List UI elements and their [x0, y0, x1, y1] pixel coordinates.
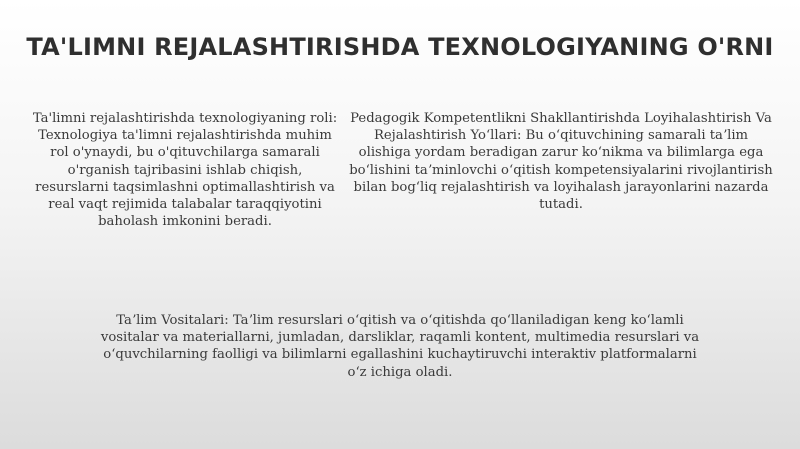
left-text-block: Ta'limni rejalashtirishda texnologiyaning roli: Texnologiya ta'limni rejalashtirishda muhim rol o'ynaydi, bu o'qituvchilarga samarali o'rganish tajribasini ishlab chiqish, resurslarni taqsimlashni optimallashtirish va real vaqt rejimida talabalar taraqqiyotini baholash imkonini beradi. [32, 111, 338, 230]
right-text-block: Pedagogik Kompetentlikni Shakllantirishda Loyihalashtirish Va Rejalashtirish Yoʻllari: Bu oʻqituvchining samarali taʼlim olishiga yordam beradigan zarur koʻnikma va bilimlarga ega boʻlishini taʼminlovchi oʻqitish kompetensiyalarini rivojlantirish bilan bogʻliq rejalashtirish va loyihalash jarayonlarini nazarda tutadi. [349, 111, 773, 213]
slide-title: TA'LIMNI REJALASHTIRISHDA TEXNOLOGIYANING O'RNI [26, 33, 774, 61]
bottom-text-block: Taʼlim Vositalari: Taʼlim resurslari oʻqitish va oʻqitishda qoʻllaniladigan keng koʻlamli vositalar va materiallarni, jumladan, darsliklar, raqamli kontent, multimedia resurslari va oʻquvchilarning faolligi va bilimlarni egallashini kuchaytiruvchi interaktiv platformalarni oʻz ichiga oladi. [100, 313, 700, 380]
